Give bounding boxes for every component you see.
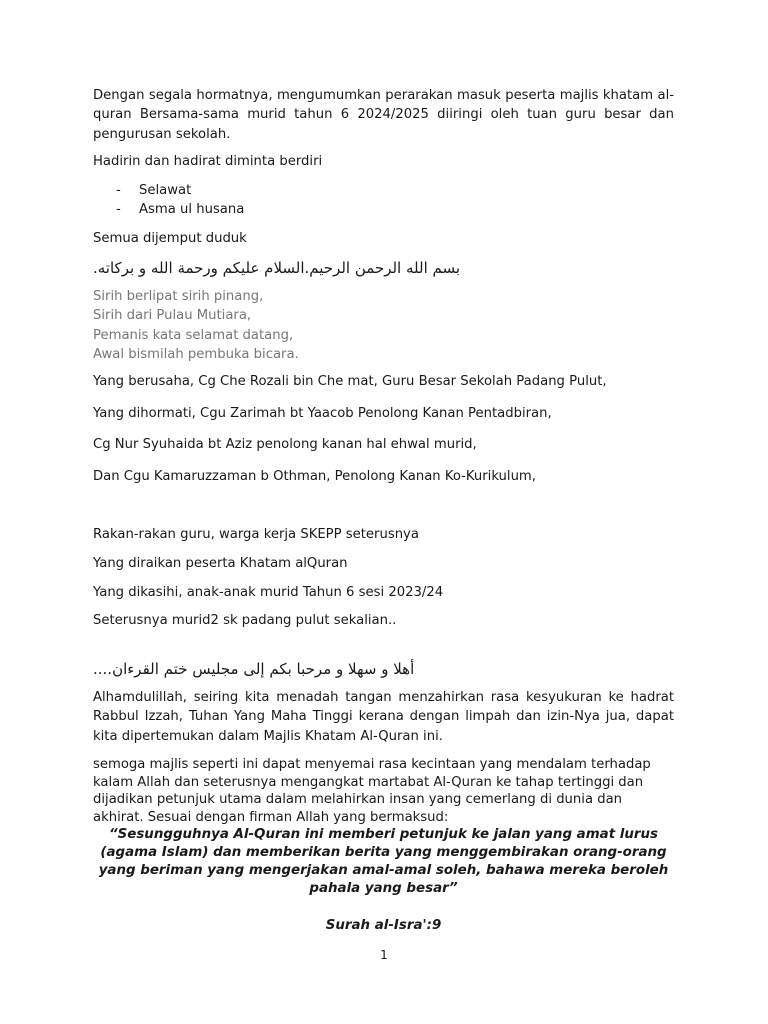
pantun-line: Pemanis kata selamat datang, — [93, 327, 294, 343]
arabic-greeting: بسم الله الرحمن الرحيم.السلام عليكم ورحمة الله و بركاته. — [93, 258, 461, 277]
sit-instruction: Semua dijemput duduk — [93, 231, 247, 247]
semoga-paragraph: semoga majlis seperti ini dapat menyemai rasa kecintaan yang mendalam terhadap kalam Allah dan seterusnya mengangkat martabat Al-Quran ke tahap tertinggi dan dijadikan petunjuk utama dalam melahirkan insan yang cemerlang di dunia dan akhirat. Sesuai dengan firman Allah yang bermaksud: — [93, 756, 651, 825]
salutation-line: Dan Cgu Kamaruzzaman b Othman, Penolong Kanan Ko-Kurikulum, — [93, 468, 536, 484]
pantun-line: Sirih berlipat sirih pinang, — [93, 288, 264, 304]
bullet-item: - Selawat — [93, 181, 674, 200]
arabic-welcome-row — [93, 658, 674, 680]
pantun-verse — [93, 287, 674, 365]
salutation-line: Yang berusaha, Cg Che Rozali bin Che mat, Guru Besar Sekolah Padang Pulut, — [93, 374, 607, 390]
pantun-line: Awal bismilah pembuka bicara. — [93, 347, 299, 363]
bullet-list — [93, 181, 674, 220]
stand-instruction: Hadirin dan hadirat diminta berdiri — [93, 154, 323, 170]
salutation-line: Yang dihormati, Cgu Zarimah bt Yaacob Penolong Kanan Pentadbiran, — [93, 405, 552, 421]
surah-reference: Surah al-Isra':9 — [325, 917, 442, 933]
bullet-item: - Asma ul husana — [93, 200, 674, 219]
salutation-line: Yang diraikan peserta Khatam alQuran — [93, 555, 348, 571]
intro-paragraph: Dengan segala hormatnya, mengumumkan perarakan masuk peserta majlis khatam al-quran Bersama-sama murid tahun 6 2024/2025 diiringi oleh tuan guru besar dan pengurusan sekolah. — [93, 88, 674, 142]
document-page — [93, 86, 674, 935]
page-number: 1 — [380, 948, 388, 962]
alhamdulillah-paragraph: Alhamdulillah, seiring kita menadah tangan menzahirkan rasa kesyukuran ke hadrat Rabbul Izzah, Tuhan Yang Maha Tinggi kerana dengan limpah dan izin-Nya jua, dapat kita dipertemukan dalam Majlis Khatam Al-Quran ini. — [93, 689, 674, 744]
quran-quote: “Sesungguhnya Al-Quran ini memberi petunjuk ke jalan yang amat lurus (agama Islam) dan memberikan berita yang menggembirakan orang-orang yang beriman yang mengerjakan amal-amal soleh, bahawa mereka beroleh pahala yang besar” — [98, 827, 669, 896]
salutation-line: Rakan-rakan guru, warga kerja SKEPP seterusnya — [93, 527, 419, 543]
salutation-line: Cg Nur Syuhaida bt Aziz penolong kanan hal ehwal murid, — [93, 437, 477, 453]
arabic-greeting-row — [93, 257, 674, 279]
pantun-line: Sirih dari Pulau Mutiara, — [93, 308, 252, 324]
arabic-welcome: أهلا و سهلا و مرحبا بكم إلى مجليس ختم القرءان.... — [93, 659, 415, 678]
salutation-line: Seterusnya murid2 sk padang pulut sekalian.. — [93, 613, 397, 629]
salutation-line: Yang dikasihi, anak-anak murid Tahun 6 sesi 2023/24 — [93, 584, 444, 600]
